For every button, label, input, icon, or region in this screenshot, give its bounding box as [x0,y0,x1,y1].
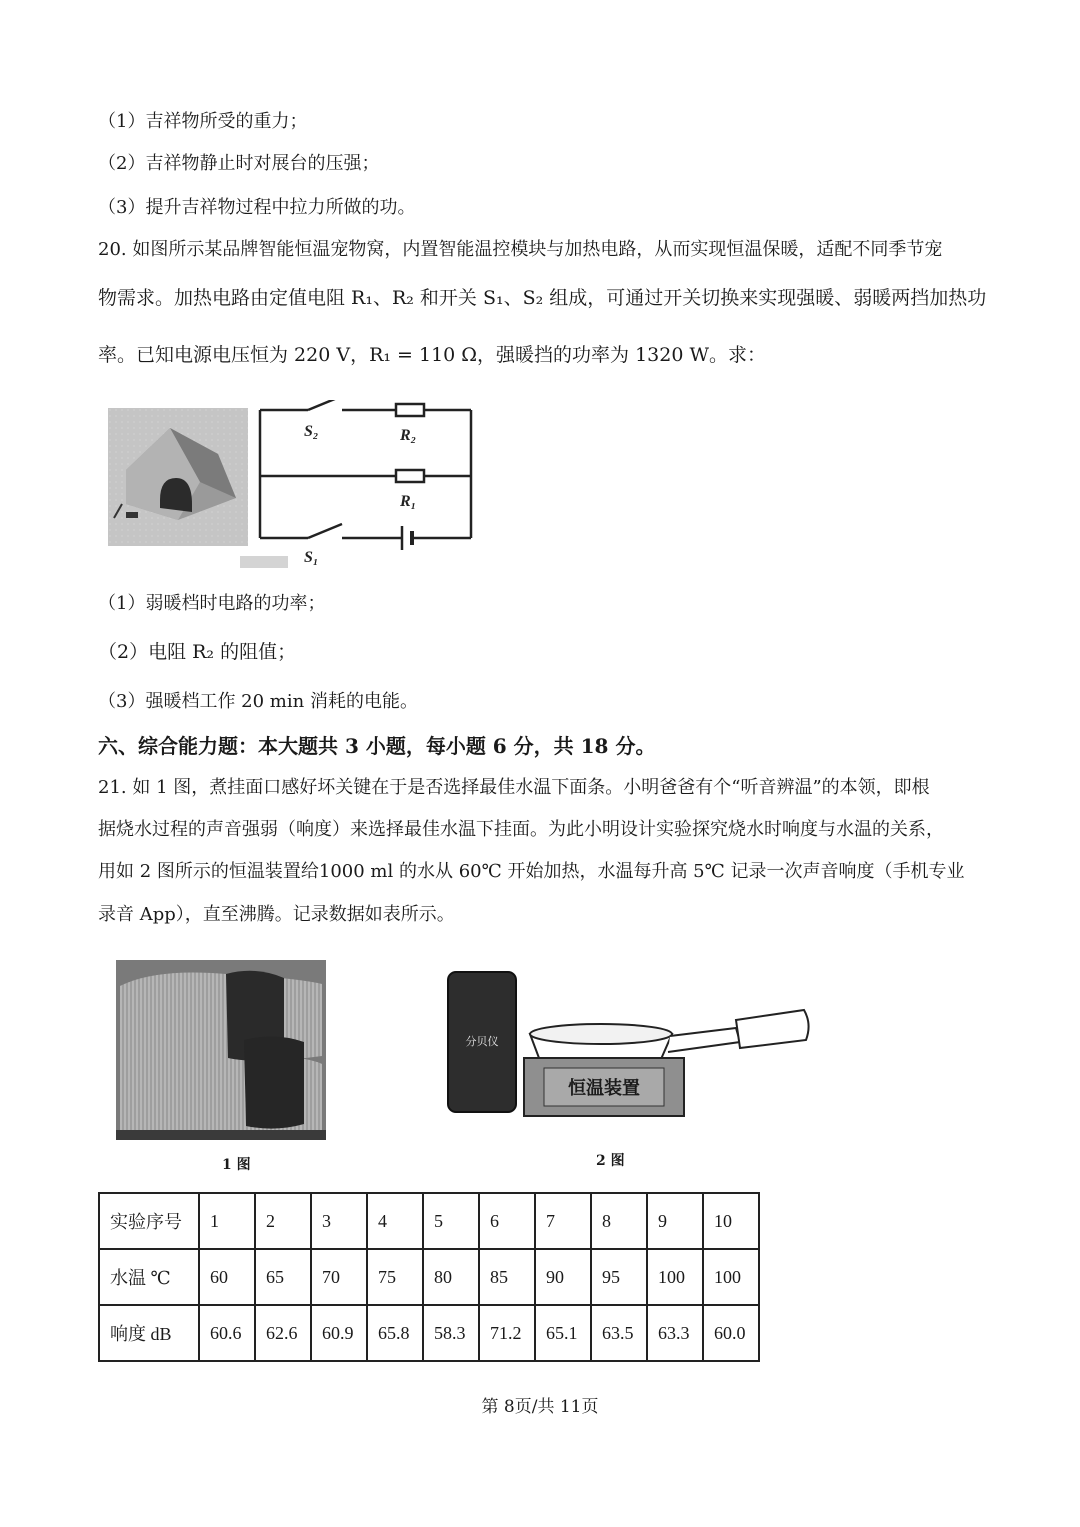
circuit-diagram [250,400,490,576]
q21-line-4: 录音 App），直至沸腾。记录数据如表所示。 [98,904,455,925]
table-row [99,1193,759,1249]
table-cell: 70 [311,1249,367,1305]
table-cell: 5 [423,1193,479,1249]
table-cell: 65 [255,1249,311,1305]
table-cell: 10 [703,1193,759,1249]
section-heading: 六、综合能力题：本大题共 3 小题，每小题 6 分，共 18 分。 [98,734,656,758]
table-cell: 80 [423,1249,479,1305]
table-cell: 100 [703,1249,759,1305]
table-cell: 90 [535,1249,591,1305]
label-s1: S₁ [304,549,319,566]
table-cell: 71.2 [479,1305,535,1361]
table-cell: 1 [199,1193,255,1249]
switch-s1-blade [308,524,342,538]
table-header: 水温 ℃ [99,1249,199,1305]
table-cell: 75 [367,1249,423,1305]
table-cell: 9 [647,1193,703,1249]
table-cell: 85 [479,1249,535,1305]
decibel-meter-label: 分贝仪 [465,1035,499,1048]
table-cell: 2 [255,1193,311,1249]
table-cell: 3 [311,1193,367,1249]
data-table [98,1192,760,1362]
q19-sub-3: （3）提升吉祥物过程中拉力所做的功。 [98,197,416,218]
table-cell: 6 [479,1193,535,1249]
q21-line-3: 用如 2 图所示的恒温装置给1000 ml 的水从 60℃ 开始加热，水温每升高 5℃ 记录一次声音响度（手机专业 [98,861,965,882]
table-cell: 7 [535,1193,591,1249]
pet-house-photo [108,408,248,546]
experiment-setup-figure [444,970,816,1118]
q20-sub-2: （2）电阻 R₂ 的阻值； [98,641,297,663]
q19-sub-1: （1）吉祥物所受的重力； [98,111,308,132]
table-cell: 60.6 [199,1305,255,1361]
table-cell: 63.5 [591,1305,647,1361]
q20-line-1: 20. 如图所示某品牌智能恒温宠物窝，内置智能温控模块与加热电路，从而实现恒温保暖，适配不同季节宠 [98,239,943,260]
q20-line-3: 率。已知电源电压恒为 220 V，R₁ = 110 Ω，强暖挡的功率为 1320 W。求： [98,344,767,366]
page-footer: 第 8页/共 11页 [481,1397,599,1417]
table-row [99,1249,759,1305]
table-cell: 60.0 [703,1305,759,1361]
q20-sub-1: （1）弱暖档时电路的功率； [98,593,326,614]
fig2-caption: 2 图 [596,1153,625,1169]
q20-line-2: 物需求。加热电路由定值电阻 R₁、R₂ 和开关 S₁、S₂ 组成，可通过开关切换来实现强暖、弱暖两挡加热功 [98,287,987,309]
table-cell: 63.3 [647,1305,703,1361]
table-cell: 60.9 [311,1305,367,1361]
table-cell: 58.3 [423,1305,479,1361]
table-cell: 65.8 [367,1305,423,1361]
table-cell: 4 [367,1193,423,1249]
table-header: 实验序号 [99,1193,199,1249]
label-r1: R₁ [400,493,417,510]
table-cell: 100 [647,1249,703,1305]
noodle-bundles-photo [116,960,326,1140]
table-cell: 65.1 [535,1305,591,1361]
table-header: 响度 dB [99,1305,199,1361]
q21-line-1: 21. 如 1 图，煮挂面口感好坏关键在于是否选择最佳水温下面条。小明爸爸有个“听音辨温”的本领，即根 [98,777,930,798]
constant-temp-device-label: 恒温装置 [568,1078,640,1099]
fig1-caption: 1 图 [222,1157,251,1173]
q19-sub-2: （2）吉祥物静止时对展台的压强； [98,153,380,174]
switch-s2-blade [308,400,342,410]
q21-line-2: 据烧水过程的声音强弱（响度）来选择最佳水温下挂面。为此小明设计实验探究烧水时响度与水温的关系， [98,819,944,840]
label-s2: S₂ [304,423,319,440]
table-cell: 8 [591,1193,647,1249]
table-cell: 60 [199,1249,255,1305]
table-cell: 95 [591,1249,647,1305]
table-row [99,1305,759,1361]
q20-sub-3: （3）强暖档工作 20 min 消耗的电能。 [98,691,418,712]
table-cell: 62.6 [255,1305,311,1361]
label-r2: R₂ [400,427,417,444]
